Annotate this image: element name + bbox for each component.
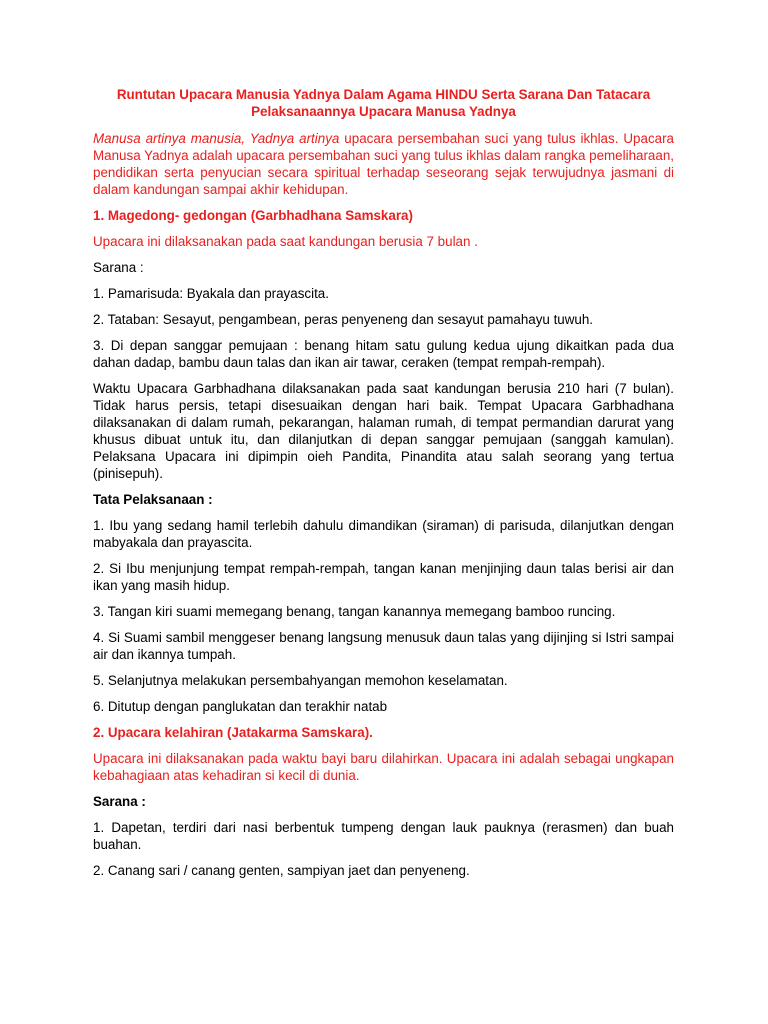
intro-paragraph [93,130,674,198]
section2-sarana-label: Sarana : [93,794,146,809]
section1-waktu-paragraph: Waktu Upacara Garbhadhana dilaksanakan pada saat kandungan berusia 210 hari (7 bulan). Tidak harus persis, tetapi disesuaikan dengan hari baik. Tempat Upacara Garbhadhana dilaksanakan di dalam rumah, pekarangan, halaman rumah, di tempat permandian darurat yang khusus dibuat untuk itu, dan dilanjutkan di depan sanggar pemujaan (sanggah kamulan). Pelaksana Upacara ini dipimpin oieh Pandita, Pinandita atau salah seorang yang tertua (pinisepuh). [93,381,674,481]
section1-tata-item-6: 6. Ditutup dengan panglukatan dan terakhir natab [93,699,388,714]
section1-sarana-item-2: 2. Tataban: Sesayut, pengambean, peras penyeneng dan sesayut pamahayu tuwuh. [93,312,594,327]
section1-tata-item-1: 1. Ibu yang sedang hamil terlebih dahulu dimandikan (siraman) di parisuda, dilanjutkan dengan mabyakala dan prayascita. [93,518,674,550]
section2-sarana-item-1: 1. Dapetan, terdiri dari nasi berbentuk tumpeng dengan lauk pauknya (rerasmen) dan buah buahan. [93,820,674,852]
section1-tata-item-4: 4. Si Suami sambil menggeser benang langsung menusuk daun talas yang dijinjing si Istri sampai air dan ikannya tumpah. [93,630,674,662]
section1-tata-item-3: 3. Tangan kiri suami memegang benang, tangan kanannya memegang bamboo runcing. [93,604,616,619]
intro-italic-definition: Manusa artinya manusia, Yadnya artinya [93,131,340,146]
section1-sarana-item-3: 3. Di depan sanggar pemujaan : benang hitam satu gulung kedua ujung dikaitkan pada dua dahan dadap, bambu daun talas dan ikan air tawar, ceraken (tempat rempah-rempah). [93,338,674,370]
section1-tata-item-5: 5. Selanjutnya melakukan persembahyangan memohon keselamatan. [93,673,508,688]
section1-tata-item-2: 2. Si Ibu menjunjung tempat rempah-rempah, tangan kanan menjinjing daun talas berisi air dan ikan yang masih hidup. [93,561,674,593]
section2-description: Upacara ini dilaksanakan pada waktu bayi baru dilahirkan. Upacara ini adalah sebagai ungkapan kebahagiaan atas kehadiran si kecil di dunia. [93,751,674,783]
document-page [93,86,674,888]
section1-tata-label: Tata Pelaksanaan : [93,492,213,507]
document-title: Runtutan Upacara Manusia Yadnya Dalam Agama HINDU Serta Sarana Dan Tatacara Pelaksanaannya Upacara Manusa Yadnya [116,87,651,119]
intro-text: upacara persembahan suci yang tulus ikhlas. Upacara Manusa Yadnya adalah upacara persembahan suci yang tulus ikhlas dalam rangka pemeliharaan, pendidikan serta penyucian secara spiritual terhadap seseorang sejak terwujudnya jasmani di dalam kandungan sampai akhir kehidupan. [93,131,674,197]
section1-heading: 1. Magedong- gedongan (Garbhadhana Samskara) [93,208,413,223]
section1-sarana-label: Sarana : [93,260,144,275]
section2-sarana-item-2: 2. Canang sari / canang genten, sampiyan jaet dan penyeneng. [93,863,470,878]
section2-heading: 2. Upacara kelahiran (Jatakarma Samskara). [93,725,373,740]
section1-sarana-item-1: 1. Pamarisuda: Byakala dan prayascita. [93,286,329,301]
section1-description: Upacara ini dilaksanakan pada saat kandungan berusia 7 bulan . [93,234,478,249]
